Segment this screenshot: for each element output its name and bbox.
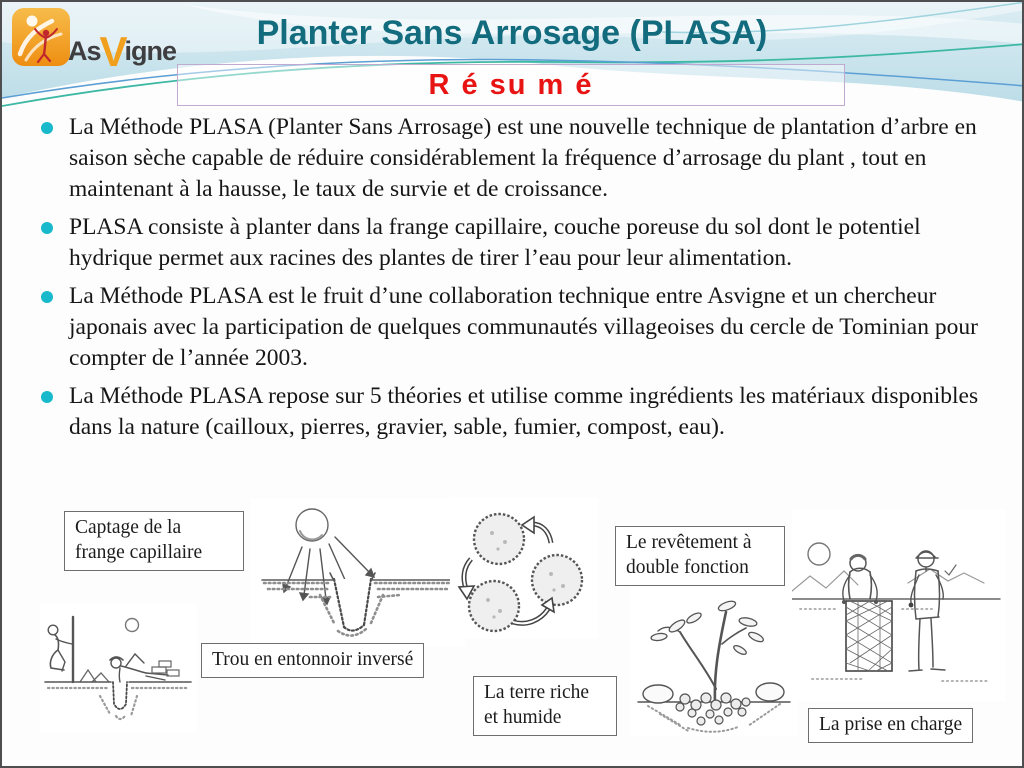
diggers-illustration	[40, 604, 197, 732]
asvigne-logo-wordmark	[68, 28, 176, 76]
plant-illustration	[630, 574, 798, 736]
funnel-hole-illustration	[250, 499, 465, 647]
asvigne-logo-icon	[12, 8, 70, 66]
mesh-guard-illustration	[792, 509, 1006, 701]
caption-captage: Captage de la frange capillaire	[64, 511, 244, 571]
bullet-item-4: La Méthode PLASA repose sur 5 théories et utilise comme ingrédients les matériaux disponibles dans la nature (cailloux, pierres, gravier, sable, fumier, compost, eau).	[32, 381, 998, 443]
subtitle-text: R é su m é	[428, 68, 594, 101]
caption-revetement: Le revêtement à double fonction	[615, 526, 785, 586]
coated-balls-cycle-illustration	[450, 497, 598, 639]
bullet-list	[32, 112, 998, 450]
logo-text-igne: igne	[124, 36, 177, 66]
caption-terre: La terre riche et humide	[473, 676, 617, 736]
asvigne-logo	[10, 6, 190, 75]
logo-text-v: V	[99, 28, 128, 75]
bullet-item-2: PLASA consiste à planter dans la frange capillaire, couche poreuse du sol dont le potentiel hydrique permet aux racines des plantes de tirer l’eau pour leur alimentation.	[32, 212, 998, 274]
bullet-item-3: La Méthode PLASA est le fruit d’une collaboration technique entre Asvigne et un chercheur japonais avec la participation de quelques communautés villageoises du cercle de Tominian pour compter de l’année 2003.	[32, 281, 998, 374]
bullet-item-1: La Méthode PLASA (Planter Sans Arrosage) est une nouvelle technique de plantation d’arbre en saison sèche capable de réduire considérablement la fréquence d’arrosage du plant , tout en maintenant à la hausse, le taux de survie et de croissance.	[32, 112, 998, 205]
caption-trou: Trou en entonnoir inversé	[201, 643, 424, 678]
logo-text-as: As	[68, 36, 101, 66]
subtitle-box	[177, 64, 845, 106]
page-title: Planter Sans Arrosage (PLASA)	[256, 14, 768, 52]
caption-prise: La prise en charge	[808, 708, 973, 743]
